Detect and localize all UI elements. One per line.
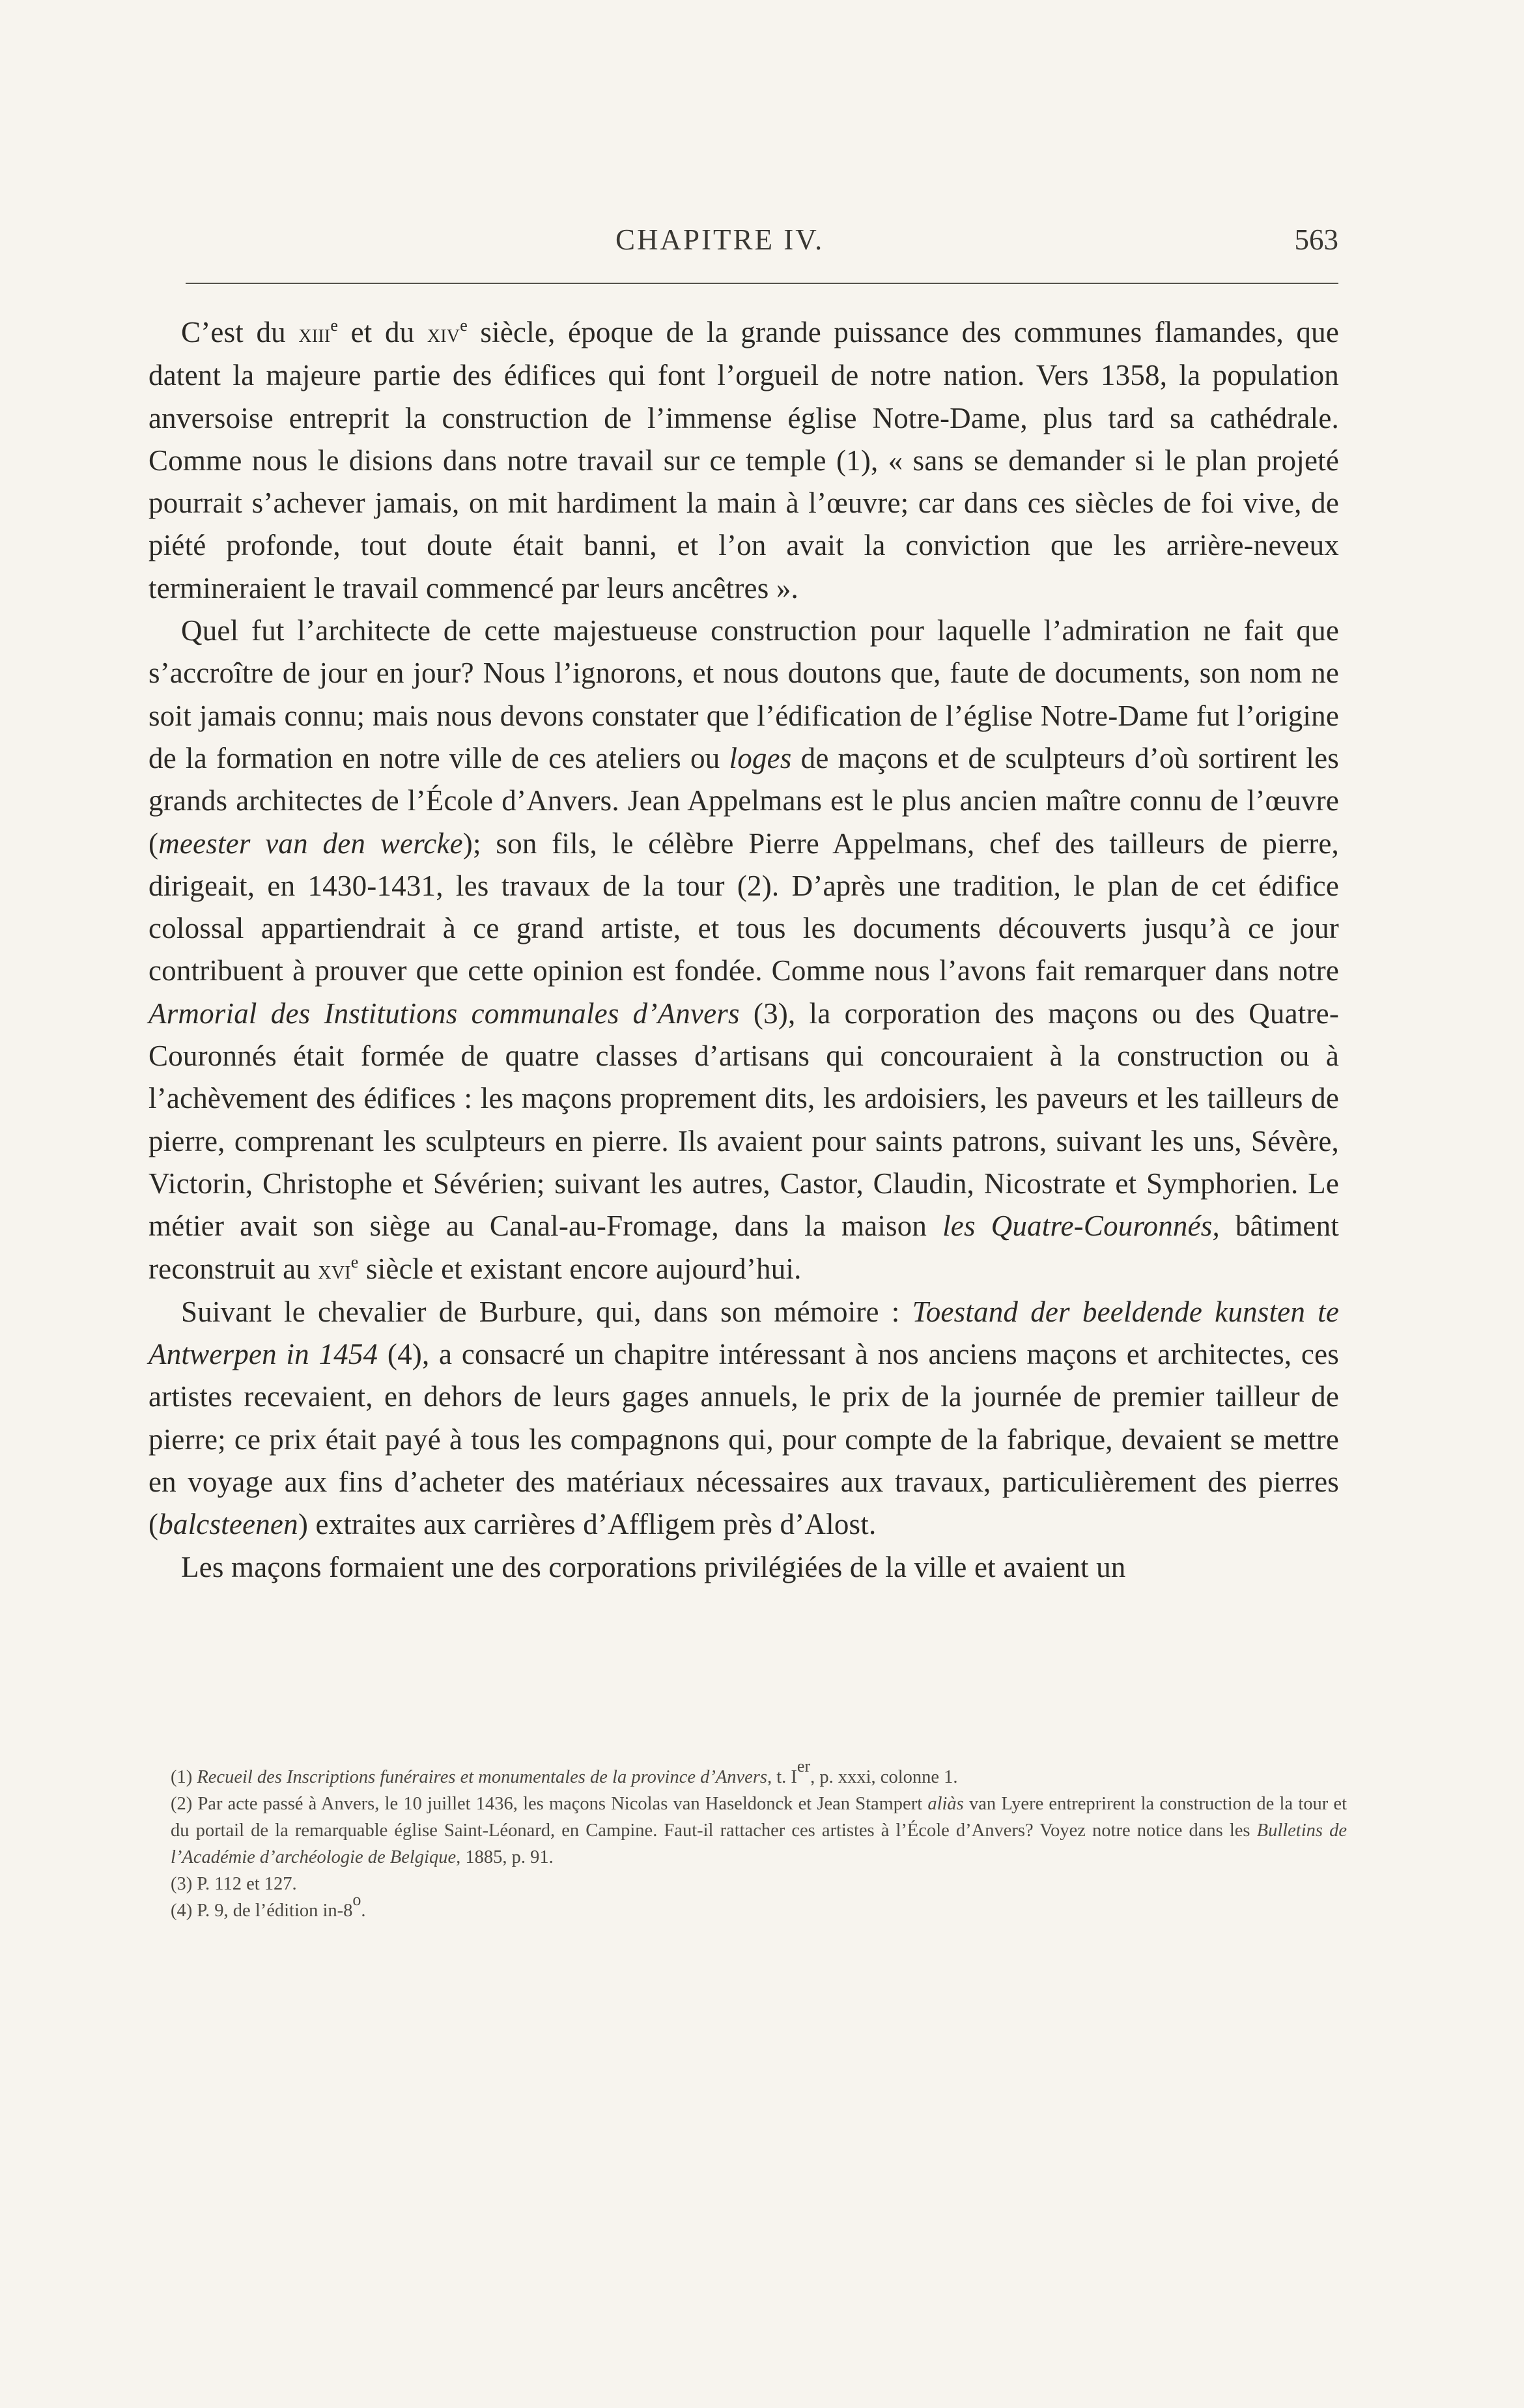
italic-run: aliàs (927, 1794, 964, 1814)
text-run: Suivant le chevalier de Burbure, qui, dans son mémoire : (181, 1295, 912, 1328)
text-run: (1) (171, 1767, 197, 1787)
text-run: (2) Par acte passé à Anvers, le 10 juillet 1436, les maçons Nicolas van Haseldonck et Jean Stampert (171, 1794, 928, 1814)
text-run: (3), la corporation des maçons ou des Quatre-Couronnés était formée de quatre classes d’artisans qui concouraient à la construction ou à l’achèvement des édifices : les maçons proprement dits, les ardoisiers, les paveurs et les tailleurs de pierre, comprenant les sculpteurs en pierre. Ils avaient pour saints patrons, suivant les uns, Sévère, Victorin, Christophe et Sévérien; suivant les autres, Castor, Claudin, Nicostrate et Symphorien. Le métier avait son siège au Canal-au-Fromage, dans la maison (148, 997, 1340, 1243)
superscript-run: er (797, 1757, 811, 1776)
text-run: , p. xxxi, colonne 1. (810, 1767, 958, 1787)
text-run: Les maçons formaient une des corporations privilégiées de la ville et avaient un (181, 1550, 1126, 1583)
text-run: C’est du (181, 316, 299, 348)
footnotes (171, 1757, 1348, 1924)
text-run: . (361, 1901, 366, 1921)
text-run: siècle et existant encore aujourd’hui. (358, 1252, 802, 1285)
text-run: Quel fut l’architecte de cette majestueuse construction pour laquelle l’admiration ne fait que s’accroître de jour en jour? Nous l’ignorons, et nous doutons que, faute de documents, son nom ne soit jamais connu; mais nous devons constater que l’édification de l’église Notre-Dame fut l’origine de la formation en notre ville de ces ateliers ou (148, 614, 1339, 774)
header-rule (186, 283, 1338, 284)
italic-run: Toestand der beeldende kunsten te Antwerpen in 1454 (148, 1295, 1339, 1371)
italic-run: Bulletins de l’Académie d’archéologie de Belgique, (171, 1820, 1348, 1867)
superscript-run: e (350, 1252, 359, 1271)
footnote (171, 1890, 1347, 1924)
text-run: bâtiment reconstruit au (148, 1210, 1339, 1285)
paragraph (148, 1546, 1339, 1589)
italic-run: meester van den wercke (158, 827, 463, 860)
footnote (171, 1871, 1347, 1897)
small-caps-run: xiii (298, 319, 331, 348)
small-caps-run: xiv (427, 319, 460, 348)
paragraph (148, 311, 1339, 610)
italic-run: balcsteenen (158, 1508, 298, 1541)
paragraph (148, 1291, 1339, 1546)
italic-run: Armorial des Institutions communales d’Anvers (148, 997, 740, 1030)
text-run: de maçons et de sculpteurs d’où sortirent les grands architectes de l’École d’Anvers. Jean Appelmans est le plus ancien maître connu de l’œuvre ( (148, 741, 1339, 860)
text-run: t. I (772, 1767, 797, 1787)
superscript-run: e (460, 316, 468, 335)
running-title: CHAPITRE IV. (615, 223, 825, 256)
text-run: van Lyere entreprirent la construction de la tour et du portail de la remarquable église Saint-Léonard, en Campine. Faut-il rattacher ces artistes à l’École d’Anvers? Voyez notre notice dans les (171, 1794, 1348, 1841)
italic-run: les Quatre-Couronnés, (942, 1210, 1220, 1243)
small-caps-run: xvi (318, 1254, 351, 1284)
body-text (148, 311, 1339, 1589)
paragraph (148, 610, 1339, 1291)
page-header (186, 220, 1338, 272)
text-run: (4) P. 9, de l’édition in-8 (171, 1901, 353, 1921)
superscript-run: e (330, 316, 339, 335)
footnote (171, 1757, 1347, 1791)
superscript-run: o (352, 1890, 361, 1909)
text-run: et du (338, 316, 427, 348)
page-number: 563 (1294, 223, 1338, 256)
text-run: (4), a consacré un chapitre intéressant à nos anciens maçons et architectes, ces artistes recevaient, en dehors de leurs gages annuels, le prix de la journée de premier tailleur de pierre; ce prix était payé à tous les compagnons qui, pour compte de la fabrique, devaient se mettre en voyage aux fins d’acheter des matériaux nécessaires aux travaux, particulièrement des pierres ( (148, 1338, 1339, 1541)
italic-run: Recueil des Inscriptions funéraires et monumentales de la province d’Anvers, (197, 1767, 772, 1787)
italic-run: loges (729, 741, 792, 774)
text-run: (3) P. 112 et 127. (171, 1874, 297, 1894)
text-run: 1885, p. 91. (460, 1847, 554, 1867)
text-run: siècle, époque de la grande puissance des communes flamandes, que datent la majeure partie des édifices qui font l’orgueil de notre nation. Vers 1358, la population anversoise entreprit la construction de l’immense église Notre-Dame, plus tard sa cathédrale. Comme nous le disions dans notre travail sur ce temple (1), « sans se demander si le plan projeté pourrait s’achever jamais, on mit hardiment la main à l’œuvre; car dans ces siècles de foi vive, de piété profonde, tout doute était banni, et l’on avait la conviction que les arrière-neveux termineraient le travail commencé par leurs ancêtres ». (148, 316, 1339, 604)
text-run: ); son fils, le célèbre Pierre Appelmans, chef des tailleurs de pierre, dirigeait, en 1430-1431, les travaux de la tour (2). D’après une tradition, le plan de cet édifice colossal appartiendrait à ce grand artiste, et tous les documents découverts jusqu’à ce jour contribuent à prouver que cette opinion est fondée. Comme nous l’avons fait remarquer dans notre (148, 827, 1340, 987)
footnote (171, 1791, 1347, 1871)
text-run: ) extraites aux carrières d’Affligem près d’Alost. (298, 1508, 877, 1541)
